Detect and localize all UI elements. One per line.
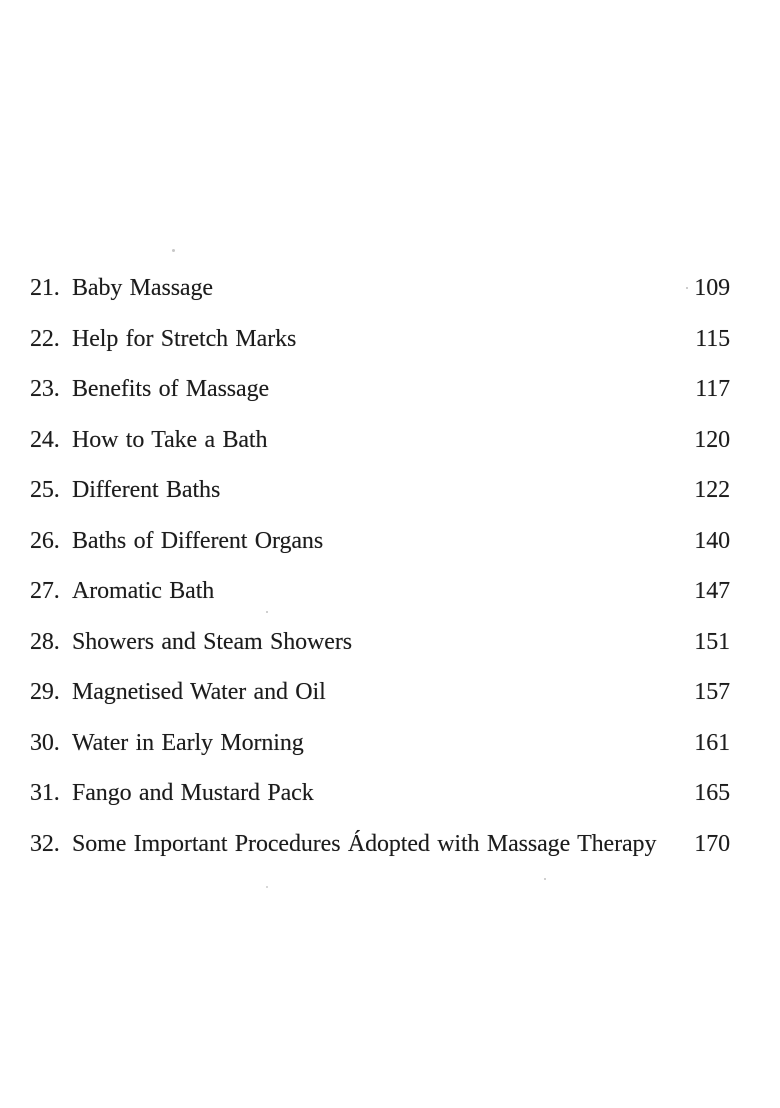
- table-of-contents: [30, 275, 730, 881]
- toc-entry-number: 31.: [30, 780, 60, 806]
- toc-entry-number: 30.: [30, 729, 60, 756]
- toc-entry-title: Aromatic Bath: [72, 578, 215, 604]
- toc-entry: [30, 629, 730, 680]
- toc-entry: [30, 831, 730, 882]
- toc-entry: [30, 376, 730, 427]
- toc-entry-page: 140: [694, 527, 730, 554]
- toc-entry-page: 147: [694, 578, 730, 604]
- toc-entry-title: Help for Stretch Marks: [72, 325, 297, 352]
- toc-entry-page: 151: [694, 628, 730, 655]
- toc-entry-title: Baths of Different Organs: [72, 527, 324, 554]
- toc-entry-page: 122: [694, 477, 730, 503]
- scan-speck: [172, 249, 175, 252]
- toc-entry-number: 27.: [30, 578, 60, 604]
- toc-entry-title: Different Baths: [72, 477, 221, 503]
- toc-entry-title: Showers and Steam Showers: [72, 628, 352, 655]
- toc-entry-number: 28.: [30, 628, 60, 655]
- toc-entry-title: Fango and Mustard Pack: [72, 780, 314, 806]
- toc-entry: [30, 275, 730, 326]
- scan-speck: [266, 886, 268, 888]
- toc-entry: [30, 578, 730, 629]
- toc-entry: [30, 427, 730, 478]
- toc-entry: [30, 679, 730, 730]
- toc-entry-title: Benefits of Massage: [72, 376, 270, 402]
- toc-entry: [30, 730, 730, 781]
- toc-entry-number: 25.: [30, 477, 60, 503]
- toc-entry-title: Magnetised Water and Oil: [72, 679, 326, 705]
- toc-entry-title: Some Important Procedures Ádopted with Massage Therapy: [72, 830, 657, 857]
- toc-entry-page: 117: [695, 376, 730, 402]
- toc-entry-number: 23.: [30, 376, 60, 402]
- toc-entry-title: Baby Massage: [72, 275, 213, 301]
- toc-entry-number: 21.: [30, 275, 60, 301]
- toc-entry-number: 26.: [30, 527, 60, 554]
- toc-entry-page: 115: [695, 325, 730, 352]
- toc-entry: [30, 780, 730, 831]
- toc-entry-page: 120: [694, 426, 730, 453]
- toc-entry-number: 24.: [30, 426, 60, 453]
- toc-entry-number: 32.: [30, 830, 60, 857]
- toc-entry: [30, 326, 730, 377]
- toc-entry-title: How to Take a Bath: [72, 426, 268, 453]
- toc-entry-page: 170: [694, 830, 730, 857]
- toc-entry-page: 109: [694, 275, 730, 301]
- toc-entry-number: 29.: [30, 679, 60, 705]
- toc-entry-title: Water in Early Morning: [72, 729, 304, 756]
- toc-entry-page: 165: [694, 780, 730, 806]
- toc-entry-page: 161: [694, 729, 730, 756]
- toc-entry-number: 22.: [30, 325, 60, 352]
- toc-entry: [30, 477, 730, 528]
- toc-entry: [30, 528, 730, 579]
- toc-entry-page: 157: [694, 679, 730, 705]
